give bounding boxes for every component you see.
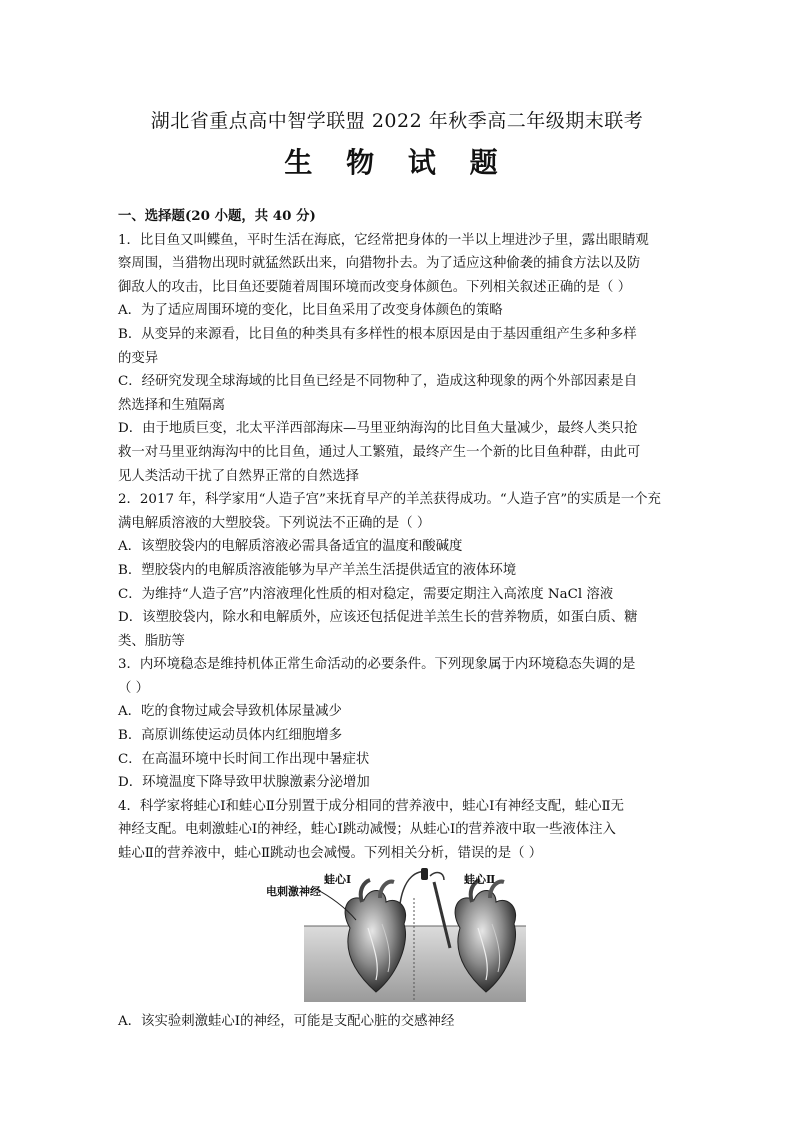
option-a[interactable]: A．吃的食物过咸会导致机体尿量减少 <box>118 704 342 720</box>
exam-title: 湖北省重点高中智学联盟 2022 年秋季高二年级期末联考 <box>150 110 644 132</box>
option-d[interactable]: D．环境温度下降导致甲状腺激素分泌增加 <box>118 775 370 791</box>
option-d-cont: 见人类活动干扰了自然界正常的自然选择 <box>118 468 360 484</box>
heart-1-label: 蛙心Ⅰ <box>324 872 352 886</box>
option-a[interactable]: A．为了适应周围环境的变化，比目鱼采用了改变身体颜色的策略 <box>118 303 503 319</box>
option-c-cont: 然选择和生殖隔离 <box>118 397 226 413</box>
question-stem-line: 神经支配。电刺激蛙心Ⅰ的神经，蛙心Ⅰ跳动减慢；从蛙心Ⅰ的营养液中取一些液体注入 <box>118 822 616 838</box>
question-stem-line: 1．比目鱼又叫鲽鱼，平时生活在海底，它经常把身体的一半以上埋进沙子里，露出眼睛观 <box>118 232 649 248</box>
frog-heart-figure <box>118 868 678 1006</box>
subject-title: 生 物 试 题 <box>284 146 510 179</box>
question-2 <box>118 488 678 653</box>
question-stem-line: 蛙心Ⅱ的营养液中，蛙心Ⅱ跳动也会减慢。下列相关分析，错误的是（ ） <box>118 846 543 862</box>
option-d[interactable]: D．由于地质巨变，北太平洋西部海床—马里亚纳海沟的比目鱼大量减少，最终人类只抢 <box>118 421 638 437</box>
question-3 <box>118 653 678 795</box>
question-1 <box>118 229 678 489</box>
exam-body <box>118 205 678 1033</box>
heart-2-label: 蛙心Ⅱ <box>464 872 496 886</box>
option-b[interactable]: B．从变异的来源看，比目鱼的种类具有多样性的根本原因是由于基因重组产生多种多样 <box>118 326 637 342</box>
option-d[interactable]: D．该塑胶袋内，除水和电解质外，应该还包括促进羊羔生长的营养物质，如蛋白质、糖 <box>118 610 638 626</box>
question-stem-line: 御敌人的攻击，比目鱼还要随着周围环境而改变身体颜色。下列相关叙述正确的是（ ） <box>118 279 632 295</box>
question-stem-line: 2．2017 年，科学家用“人造子宫”来抚育早产的羊羔获得成功。“人造子宫”的实质是一个充 <box>118 492 661 508</box>
question-stem-line: 4．科学家将蛙心Ⅰ和蛙心Ⅱ分别置于成分相同的营养液中，蛙心Ⅰ有神经支配，蛙心Ⅱ无 <box>118 798 624 814</box>
question-stem-line: 3．内环境稳态是维持机体正常生命活动的必要条件。下列现象属于内环境稳态失调的是 <box>118 657 636 673</box>
option-b[interactable]: B．高原训练使运动员体内红细胞增多 <box>118 728 343 744</box>
question-stem-line: 察周围，当猎物出现时就猛然跃出来，向猎物扑去。为了适应这种偷袭的捕食方法以及防 <box>118 256 641 272</box>
option-a[interactable]: A．该塑胶袋内的电解质溶液必需具备适宜的温度和酸碱度 <box>118 539 463 555</box>
frog-heart-illustration <box>118 868 678 1006</box>
question-4 <box>118 795 678 1033</box>
option-d-cont: 类、脂肪等 <box>118 633 185 649</box>
option-b[interactable]: B．塑胶袋内的电解质溶液能够为早产羊羔生活提供适宜的液体环境 <box>118 562 517 578</box>
option-a[interactable]: A．该实验刺激蛙心Ⅰ的神经，可能是支配心脏的交感神经 <box>118 1013 455 1029</box>
question-stem-line: 满电解质溶液的大塑胶袋。下列说法不正确的是（ ） <box>118 515 431 531</box>
section-heading: 一、选择题(20 小题，共 40 分) <box>118 208 316 224</box>
option-b-cont: 的变异 <box>118 350 159 366</box>
option-d-cont: 救一对马里亚纳海沟中的比目鱼，通过人工繁殖，最终产生一个新的比目鱼种群，由此可 <box>118 444 641 460</box>
option-c[interactable]: C．为维持“人造子宫”内溶液理化性质的相对稳定，需要定期注入高浓度 NaCl 溶液 <box>118 586 614 602</box>
question-stem-line: （ ） <box>118 680 150 696</box>
option-c[interactable]: C．经研究发现全球海域的比目鱼已经是不同物种了，造成这种现象的两个外部因素是自 <box>118 374 638 390</box>
stimulus-label: 电刺激神经 <box>266 884 321 898</box>
option-c[interactable]: C．在高温环境中长时间工作出现中暑症状 <box>118 751 370 767</box>
